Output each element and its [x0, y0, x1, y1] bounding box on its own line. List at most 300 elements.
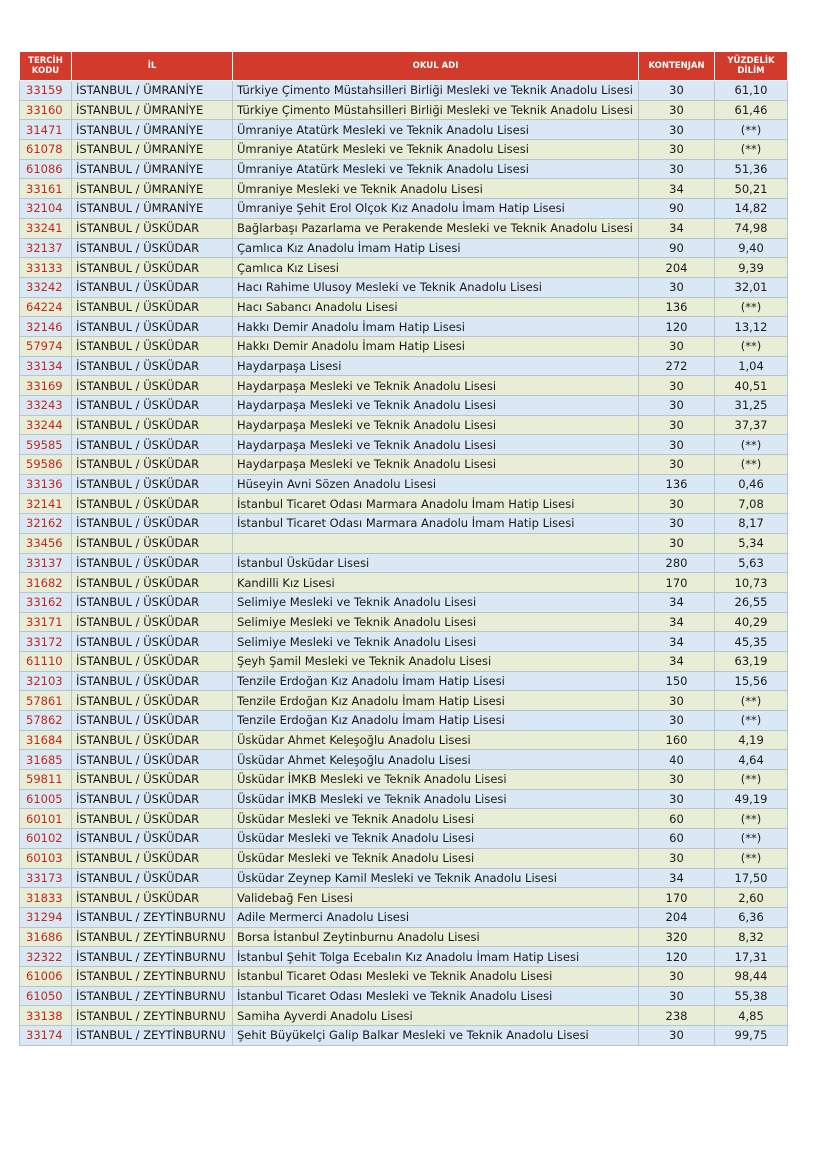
cell-okul-adi: Şeyh Şamil Mesleki ve Teknik Anadolu Lisesi — [233, 651, 639, 671]
cell-kontenjan: 204 — [639, 258, 715, 278]
cell-kontenjan: 34 — [639, 868, 715, 888]
table-row — [20, 651, 788, 671]
cell-okul-adi: Tenzile Erdoğan Kız Anadolu İmam Hatip Lisesi — [233, 691, 639, 711]
cell-kontenjan: 34 — [639, 179, 715, 199]
cell-kontenjan: 120 — [639, 317, 715, 337]
cell-tercih-kodu: 61050 — [20, 986, 72, 1006]
cell-okul-adi: Şehit Büyükelçi Galip Balkar Mesleki ve Teknik Anadolu Lisesi — [233, 1026, 639, 1046]
cell-okul-adi: Borsa İstanbul Zeytinburnu Anadolu Lisesi — [233, 927, 639, 947]
table-row — [20, 474, 788, 494]
cell-tercih-kodu: 31686 — [20, 927, 72, 947]
cell-tercih-kodu: 33173 — [20, 868, 72, 888]
table-row — [20, 553, 788, 573]
cell-okul-adi: Çamlıca Kız Lisesi — [233, 258, 639, 278]
table-row — [20, 415, 788, 435]
table-row — [20, 947, 788, 967]
cell-okul-adi — [233, 533, 639, 553]
cell-okul-adi: Haydarpaşa Mesleki ve Teknik Anadolu Lisesi — [233, 376, 639, 396]
cell-kontenjan: 34 — [639, 592, 715, 612]
cell-il: İSTANBUL / ÜSKÜDAR — [72, 770, 233, 790]
table-row — [20, 199, 788, 219]
table-row — [20, 317, 788, 337]
cell-okul-adi: Haydarpaşa Mesleki ve Teknik Anadolu Lisesi — [233, 455, 639, 475]
cell-tercih-kodu: 32162 — [20, 514, 72, 534]
cell-yuzdelik-dilim: 2,60 — [715, 888, 788, 908]
table-row — [20, 514, 788, 534]
cell-okul-adi: Validebağ Fen Lisesi — [233, 888, 639, 908]
cell-tercih-kodu: 61110 — [20, 651, 72, 671]
cell-tercih-kodu: 33136 — [20, 474, 72, 494]
cell-okul-adi: Tenzile Erdoğan Kız Anadolu İmam Hatip Lisesi — [233, 711, 639, 731]
cell-tercih-kodu: 64224 — [20, 297, 72, 317]
cell-yuzdelik-dilim: 4,85 — [715, 1006, 788, 1026]
cell-il: İSTANBUL / ÜSKÜDAR — [72, 691, 233, 711]
cell-yuzdelik-dilim: 74,98 — [715, 218, 788, 238]
cell-okul-adi: Çamlıca Kız Anadolu İmam Hatip Lisesi — [233, 238, 639, 258]
cell-il: İSTANBUL / ÜSKÜDAR — [72, 829, 233, 849]
cell-tercih-kodu: 60103 — [20, 848, 72, 868]
table-row — [20, 100, 788, 120]
cell-yuzdelik-dilim: 4,19 — [715, 730, 788, 750]
cell-okul-adi: Haydarpaşa Mesleki ve Teknik Anadolu Lisesi — [233, 415, 639, 435]
cell-kontenjan: 40 — [639, 750, 715, 770]
cell-yuzdelik-dilim: 17,50 — [715, 868, 788, 888]
cell-yuzdelik-dilim: 1,04 — [715, 356, 788, 376]
header-tercih-kodu: TERCİH KODU — [20, 52, 72, 81]
cell-yuzdelik-dilim: (**) — [715, 691, 788, 711]
cell-kontenjan: 30 — [639, 415, 715, 435]
cell-yuzdelik-dilim: (**) — [715, 140, 788, 160]
cell-il: İSTANBUL / ÜSKÜDAR — [72, 297, 233, 317]
cell-tercih-kodu: 32141 — [20, 494, 72, 514]
cell-il: İSTANBUL / ÜMRANİYE — [72, 100, 233, 120]
cell-okul-adi: İstanbul Ticaret Odası Mesleki ve Teknik Anadolu Lisesi — [233, 986, 639, 1006]
cell-tercih-kodu: 33172 — [20, 632, 72, 652]
cell-okul-adi: Tenzile Erdoğan Kız Anadolu İmam Hatip Lisesi — [233, 671, 639, 691]
cell-yuzdelik-dilim: 17,31 — [715, 947, 788, 967]
cell-yuzdelik-dilim: 13,12 — [715, 317, 788, 337]
table-row — [20, 770, 788, 790]
table-header-row — [20, 52, 788, 81]
cell-kontenjan: 170 — [639, 888, 715, 908]
cell-okul-adi: Hacı Sabancı Anadolu Lisesi — [233, 297, 639, 317]
cell-tercih-kodu: 32146 — [20, 317, 72, 337]
cell-kontenjan: 280 — [639, 553, 715, 573]
cell-tercih-kodu: 61005 — [20, 789, 72, 809]
cell-yuzdelik-dilim: (**) — [715, 711, 788, 731]
school-table — [19, 51, 788, 1046]
cell-tercih-kodu: 60102 — [20, 829, 72, 849]
cell-okul-adi: Üsküdar Mesleki ve Teknik Anadolu Lisesi — [233, 829, 639, 849]
cell-tercih-kodu: 33137 — [20, 553, 72, 573]
cell-okul-adi: Üsküdar Zeynep Kamil Mesleki ve Teknik Anadolu Lisesi — [233, 868, 639, 888]
cell-yuzdelik-dilim: 98,44 — [715, 966, 788, 986]
header-kontenjan: KONTENJAN — [639, 52, 715, 81]
cell-yuzdelik-dilim: 10,73 — [715, 573, 788, 593]
table-row — [20, 671, 788, 691]
cell-tercih-kodu: 33171 — [20, 612, 72, 632]
table-row — [20, 907, 788, 927]
cell-il: İSTANBUL / ÜSKÜDAR — [72, 415, 233, 435]
cell-il: İSTANBUL / ZEYTİNBURNU — [72, 907, 233, 927]
cell-tercih-kodu: 33138 — [20, 1006, 72, 1026]
cell-yuzdelik-dilim: (**) — [715, 770, 788, 790]
cell-tercih-kodu: 57862 — [20, 711, 72, 731]
cell-il: İSTANBUL / ÜSKÜDAR — [72, 258, 233, 278]
table-row — [20, 494, 788, 514]
cell-yuzdelik-dilim: 99,75 — [715, 1026, 788, 1046]
cell-il: İSTANBUL / ZEYTİNBURNU — [72, 1026, 233, 1046]
cell-il: İSTANBUL / ÜSKÜDAR — [72, 711, 233, 731]
cell-tercih-kodu: 59811 — [20, 770, 72, 790]
cell-yuzdelik-dilim: 8,17 — [715, 514, 788, 534]
cell-tercih-kodu: 33244 — [20, 415, 72, 435]
cell-tercih-kodu: 59585 — [20, 435, 72, 455]
table-row — [20, 455, 788, 475]
table-row — [20, 376, 788, 396]
cell-il: İSTANBUL / ÜSKÜDAR — [72, 868, 233, 888]
cell-kontenjan: 272 — [639, 356, 715, 376]
cell-il: İSTANBUL / ÜMRANİYE — [72, 120, 233, 140]
cell-tercih-kodu: 31685 — [20, 750, 72, 770]
cell-tercih-kodu: 31833 — [20, 888, 72, 908]
table-row — [20, 691, 788, 711]
table-row — [20, 336, 788, 356]
cell-kontenjan: 30 — [639, 691, 715, 711]
cell-kontenjan: 136 — [639, 297, 715, 317]
cell-il: İSTANBUL / ÜSKÜDAR — [72, 651, 233, 671]
cell-il: İSTANBUL / ÜSKÜDAR — [72, 612, 233, 632]
cell-kontenjan: 120 — [639, 947, 715, 967]
cell-il: İSTANBUL / ÜSKÜDAR — [72, 888, 233, 908]
cell-kontenjan: 30 — [639, 789, 715, 809]
cell-yuzdelik-dilim: (**) — [715, 455, 788, 475]
cell-okul-adi: Hüseyin Avni Sözen Anadolu Lisesi — [233, 474, 639, 494]
table-row — [20, 848, 788, 868]
cell-il: İSTANBUL / ÜSKÜDAR — [72, 474, 233, 494]
table-row — [20, 179, 788, 199]
cell-tercih-kodu: 33162 — [20, 592, 72, 612]
cell-il: İSTANBUL / ÜSKÜDAR — [72, 514, 233, 534]
cell-il: İSTANBUL / ÜSKÜDAR — [72, 336, 233, 356]
cell-okul-adi: Ümraniye Atatürk Mesleki ve Teknik Anadolu Lisesi — [233, 159, 639, 179]
table-row — [20, 1006, 788, 1026]
cell-yuzdelik-dilim: 50,21 — [715, 179, 788, 199]
cell-okul-adi: Üsküdar İMKB Mesleki ve Teknik Anadolu Lisesi — [233, 770, 639, 790]
cell-tercih-kodu: 32103 — [20, 671, 72, 691]
cell-kontenjan: 30 — [639, 455, 715, 475]
cell-il: İSTANBUL / ÜSKÜDAR — [72, 671, 233, 691]
cell-kontenjan: 34 — [639, 612, 715, 632]
table-row — [20, 120, 788, 140]
cell-kontenjan: 204 — [639, 907, 715, 927]
cell-yuzdelik-dilim: 7,08 — [715, 494, 788, 514]
cell-kontenjan: 60 — [639, 809, 715, 829]
cell-kontenjan: 238 — [639, 1006, 715, 1026]
cell-yuzdelik-dilim: 40,51 — [715, 376, 788, 396]
cell-tercih-kodu: 61006 — [20, 966, 72, 986]
cell-tercih-kodu: 61078 — [20, 140, 72, 160]
cell-yuzdelik-dilim: 6,36 — [715, 907, 788, 927]
cell-kontenjan: 30 — [639, 336, 715, 356]
cell-il: İSTANBUL / ZEYTİNBURNU — [72, 1006, 233, 1026]
cell-okul-adi: Ümraniye Atatürk Mesleki ve Teknik Anadolu Lisesi — [233, 140, 639, 160]
table-row — [20, 1026, 788, 1046]
cell-il: İSTANBUL / ZEYTİNBURNU — [72, 947, 233, 967]
cell-tercih-kodu: 33169 — [20, 376, 72, 396]
cell-tercih-kodu: 33160 — [20, 100, 72, 120]
cell-tercih-kodu: 59586 — [20, 455, 72, 475]
cell-yuzdelik-dilim: 0,46 — [715, 474, 788, 494]
cell-kontenjan: 30 — [639, 494, 715, 514]
cell-il: İSTANBUL / ÜSKÜDAR — [72, 376, 233, 396]
cell-kontenjan: 30 — [639, 140, 715, 160]
cell-tercih-kodu: 57974 — [20, 336, 72, 356]
table-row — [20, 809, 788, 829]
table-row — [20, 258, 788, 278]
cell-okul-adi: Hacı Rahime Ulusoy Mesleki ve Teknik Anadolu Lisesi — [233, 277, 639, 297]
cell-okul-adi: Samiha Ayverdi Anadolu Lisesi — [233, 1006, 639, 1026]
cell-yuzdelik-dilim: 9,39 — [715, 258, 788, 278]
cell-kontenjan: 30 — [639, 986, 715, 1006]
cell-tercih-kodu: 33134 — [20, 356, 72, 376]
table-row — [20, 533, 788, 553]
cell-il: İSTANBUL / ZEYTİNBURNU — [72, 986, 233, 1006]
table-row — [20, 396, 788, 416]
cell-yuzdelik-dilim: 49,19 — [715, 789, 788, 809]
cell-yuzdelik-dilim: 61,46 — [715, 100, 788, 120]
cell-yuzdelik-dilim: 37,37 — [715, 415, 788, 435]
cell-okul-adi: Ümraniye Atatürk Mesleki ve Teknik Anadolu Lisesi — [233, 120, 639, 140]
cell-okul-adi: Selimiye Mesleki ve Teknik Anadolu Lisesi — [233, 592, 639, 612]
table-row — [20, 711, 788, 731]
cell-kontenjan: 30 — [639, 435, 715, 455]
table-row — [20, 829, 788, 849]
cell-il: İSTANBUL / ÜSKÜDAR — [72, 238, 233, 258]
cell-il: İSTANBUL / ZEYTİNBURNU — [72, 927, 233, 947]
cell-yuzdelik-dilim: (**) — [715, 848, 788, 868]
cell-okul-adi: İstanbul Ticaret Odası Marmara Anadolu İmam Hatip Lisesi — [233, 514, 639, 534]
header-il: İL — [72, 52, 233, 81]
cell-kontenjan: 30 — [639, 1026, 715, 1046]
cell-okul-adi: Bağlarbaşı Pazarlama ve Perakende Mesleki ve Teknik Anadolu Lisesi — [233, 218, 639, 238]
cell-kontenjan: 30 — [639, 514, 715, 534]
cell-il: İSTANBUL / ÜSKÜDAR — [72, 396, 233, 416]
cell-okul-adi: Hakkı Demir Anadolu İmam Hatip Lisesi — [233, 336, 639, 356]
cell-il: İSTANBUL / ÜSKÜDAR — [72, 573, 233, 593]
cell-tercih-kodu: 31294 — [20, 907, 72, 927]
cell-il: İSTANBUL / ÜSKÜDAR — [72, 848, 233, 868]
cell-tercih-kodu: 33159 — [20, 81, 72, 101]
cell-kontenjan: 136 — [639, 474, 715, 494]
cell-tercih-kodu: 61086 — [20, 159, 72, 179]
table-row — [20, 592, 788, 612]
cell-il: İSTANBUL / ÜSKÜDAR — [72, 455, 233, 475]
table-row — [20, 632, 788, 652]
table-row — [20, 277, 788, 297]
table-row — [20, 159, 788, 179]
cell-il: İSTANBUL / ÜSKÜDAR — [72, 809, 233, 829]
cell-okul-adi: Haydarpaşa Lisesi — [233, 356, 639, 376]
cell-il: İSTANBUL / ÜSKÜDAR — [72, 750, 233, 770]
cell-kontenjan: 60 — [639, 829, 715, 849]
table-row — [20, 868, 788, 888]
cell-yuzdelik-dilim: 63,19 — [715, 651, 788, 671]
cell-tercih-kodu: 33161 — [20, 179, 72, 199]
cell-kontenjan: 320 — [639, 927, 715, 947]
table-row — [20, 986, 788, 1006]
cell-il: İSTANBUL / ÜSKÜDAR — [72, 789, 233, 809]
cell-yuzdelik-dilim: 32,01 — [715, 277, 788, 297]
header-yuzdelik-dilim: YÜZDELİK DİLİM — [715, 52, 788, 81]
cell-yuzdelik-dilim: 4,64 — [715, 750, 788, 770]
cell-kontenjan: 30 — [639, 966, 715, 986]
cell-il: İSTANBUL / ZEYTİNBURNU — [72, 966, 233, 986]
table-row — [20, 573, 788, 593]
cell-okul-adi: İstanbul Ticaret Odası Mesleki ve Teknik Anadolu Lisesi — [233, 966, 639, 986]
cell-kontenjan: 170 — [639, 573, 715, 593]
table-row — [20, 730, 788, 750]
cell-tercih-kodu: 33133 — [20, 258, 72, 278]
cell-tercih-kodu: 33242 — [20, 277, 72, 297]
cell-okul-adi: Selimiye Mesleki ve Teknik Anadolu Lisesi — [233, 632, 639, 652]
table-row — [20, 297, 788, 317]
cell-kontenjan: 30 — [639, 277, 715, 297]
table-row — [20, 927, 788, 947]
cell-il: İSTANBUL / ÜSKÜDAR — [72, 494, 233, 514]
table-row — [20, 750, 788, 770]
cell-okul-adi: Üsküdar Ahmet Keleşoğlu Anadolu Lisesi — [233, 750, 639, 770]
cell-kontenjan: 150 — [639, 671, 715, 691]
cell-okul-adi: Üsküdar Ahmet Keleşoğlu Anadolu Lisesi — [233, 730, 639, 750]
cell-okul-adi: Adile Mermerci Anadolu Lisesi — [233, 907, 639, 927]
cell-kontenjan: 30 — [639, 533, 715, 553]
cell-yuzdelik-dilim: 15,56 — [715, 671, 788, 691]
cell-okul-adi: Hakkı Demir Anadolu İmam Hatip Lisesi — [233, 317, 639, 337]
cell-okul-adi: Üsküdar Mesleki ve Teknik Anadolu Lisesi — [233, 848, 639, 868]
cell-il: İSTANBUL / ÜSKÜDAR — [72, 435, 233, 455]
table-row — [20, 612, 788, 632]
cell-okul-adi: Türkiye Çimento Müstahsilleri Birliği Mesleki ve Teknik Anadolu Lisesi — [233, 81, 639, 101]
cell-kontenjan: 30 — [639, 396, 715, 416]
table-row — [20, 966, 788, 986]
header-okul-adi: OKUL ADI — [233, 52, 639, 81]
cell-il: İSTANBUL / ÜSKÜDAR — [72, 632, 233, 652]
cell-kontenjan: 30 — [639, 711, 715, 731]
cell-yuzdelik-dilim: 45,35 — [715, 632, 788, 652]
cell-il: İSTANBUL / ÜSKÜDAR — [72, 553, 233, 573]
cell-il: İSTANBUL / ÜSKÜDAR — [72, 730, 233, 750]
cell-yuzdelik-dilim: (**) — [715, 120, 788, 140]
cell-okul-adi: Ümraniye Şehit Erol Olçok Kız Anadolu İmam Hatip Lisesi — [233, 199, 639, 219]
cell-okul-adi: Kandilli Kız Lisesi — [233, 573, 639, 593]
table-row — [20, 81, 788, 101]
cell-tercih-kodu: 31684 — [20, 730, 72, 750]
cell-yuzdelik-dilim: 14,82 — [715, 199, 788, 219]
cell-yuzdelik-dilim: 55,38 — [715, 986, 788, 1006]
cell-yuzdelik-dilim: (**) — [715, 336, 788, 356]
cell-yuzdelik-dilim: 61,10 — [715, 81, 788, 101]
cell-okul-adi: Türkiye Çimento Müstahsilleri Birliği Mesleki ve Teknik Anadolu Lisesi — [233, 100, 639, 120]
table-row — [20, 140, 788, 160]
cell-il: İSTANBUL / ÜMRANİYE — [72, 199, 233, 219]
cell-il: İSTANBUL / ÜSKÜDAR — [72, 317, 233, 337]
cell-tercih-kodu: 33456 — [20, 533, 72, 553]
cell-il: İSTANBUL / ÜSKÜDAR — [72, 277, 233, 297]
cell-kontenjan: 90 — [639, 238, 715, 258]
cell-kontenjan: 30 — [639, 81, 715, 101]
cell-kontenjan: 30 — [639, 100, 715, 120]
cell-il: İSTANBUL / ÜMRANİYE — [72, 140, 233, 160]
cell-kontenjan: 34 — [639, 651, 715, 671]
cell-il: İSTANBUL / ÜSKÜDAR — [72, 533, 233, 553]
cell-yuzdelik-dilim: 5,63 — [715, 553, 788, 573]
cell-kontenjan: 30 — [639, 848, 715, 868]
cell-tercih-kodu: 60101 — [20, 809, 72, 829]
cell-il: İSTANBUL / ÜSKÜDAR — [72, 356, 233, 376]
cell-okul-adi: Üsküdar İMKB Mesleki ve Teknik Anadolu Lisesi — [233, 789, 639, 809]
cell-tercih-kodu: 32104 — [20, 199, 72, 219]
cell-yuzdelik-dilim: (**) — [715, 829, 788, 849]
cell-il: İSTANBUL / ÜMRANİYE — [72, 179, 233, 199]
cell-tercih-kodu: 33174 — [20, 1026, 72, 1046]
cell-kontenjan: 34 — [639, 632, 715, 652]
cell-yuzdelik-dilim: 9,40 — [715, 238, 788, 258]
cell-tercih-kodu: 33241 — [20, 218, 72, 238]
cell-kontenjan: 30 — [639, 159, 715, 179]
cell-il: İSTANBUL / ÜMRANİYE — [72, 159, 233, 179]
cell-okul-adi: Ümraniye Mesleki ve Teknik Anadolu Lisesi — [233, 179, 639, 199]
cell-tercih-kodu: 32322 — [20, 947, 72, 967]
cell-kontenjan: 30 — [639, 120, 715, 140]
table-row — [20, 238, 788, 258]
cell-yuzdelik-dilim: 8,32 — [715, 927, 788, 947]
cell-yuzdelik-dilim: 51,36 — [715, 159, 788, 179]
table-row — [20, 435, 788, 455]
cell-yuzdelik-dilim: (**) — [715, 297, 788, 317]
cell-tercih-kodu: 31471 — [20, 120, 72, 140]
cell-kontenjan: 90 — [639, 199, 715, 219]
cell-okul-adi: Selimiye Mesleki ve Teknik Anadolu Lisesi — [233, 612, 639, 632]
cell-yuzdelik-dilim: 26,55 — [715, 592, 788, 612]
cell-okul-adi: İstanbul Üsküdar Lisesi — [233, 553, 639, 573]
cell-tercih-kodu: 33243 — [20, 396, 72, 416]
table-row — [20, 789, 788, 809]
table-row — [20, 888, 788, 908]
table-row — [20, 218, 788, 238]
cell-il: İSTANBUL / ÜSKÜDAR — [72, 592, 233, 612]
table-body — [20, 81, 788, 1046]
cell-okul-adi: Üsküdar Mesleki ve Teknik Anadolu Lisesi — [233, 809, 639, 829]
cell-kontenjan: 160 — [639, 730, 715, 750]
cell-okul-adi: Haydarpaşa Mesleki ve Teknik Anadolu Lisesi — [233, 396, 639, 416]
cell-tercih-kodu: 32137 — [20, 238, 72, 258]
cell-kontenjan: 34 — [639, 218, 715, 238]
cell-yuzdelik-dilim: 31,25 — [715, 396, 788, 416]
cell-yuzdelik-dilim: 40,29 — [715, 612, 788, 632]
cell-yuzdelik-dilim: 5,34 — [715, 533, 788, 553]
cell-okul-adi: İstanbul Ticaret Odası Marmara Anadolu İmam Hatip Lisesi — [233, 494, 639, 514]
cell-yuzdelik-dilim: (**) — [715, 809, 788, 829]
cell-kontenjan: 30 — [639, 770, 715, 790]
table-row — [20, 356, 788, 376]
cell-kontenjan: 30 — [639, 376, 715, 396]
cell-okul-adi: Haydarpaşa Mesleki ve Teknik Anadolu Lisesi — [233, 435, 639, 455]
cell-il: İSTANBUL / ÜMRANİYE — [72, 81, 233, 101]
cell-tercih-kodu: 31682 — [20, 573, 72, 593]
cell-okul-adi: İstanbul Şehit Tolga Ecebalın Kız Anadolu İmam Hatip Lisesi — [233, 947, 639, 967]
cell-il: İSTANBUL / ÜSKÜDAR — [72, 218, 233, 238]
